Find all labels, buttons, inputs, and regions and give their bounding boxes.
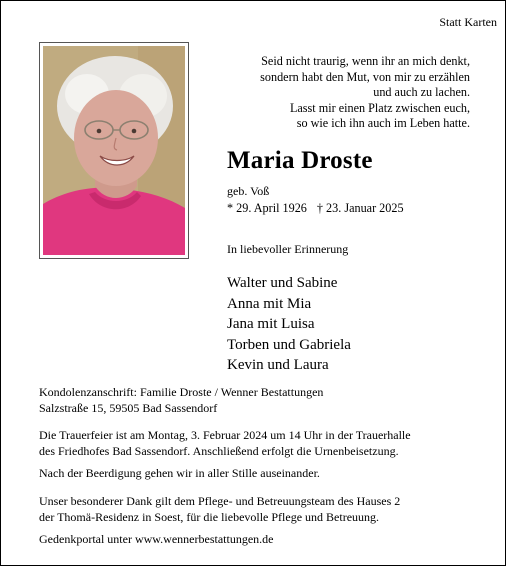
ceremony-line: Die Trauerfeier ist am Montag, 3. Februar 2024 um 14 Uhr in der Trauerhalle	[39, 428, 411, 442]
memorial-portal: Gedenkportal unter www.wennerbestattungen.de	[39, 532, 274, 546]
deceased-name: Maria Droste	[227, 147, 373, 174]
portrait-photo	[43, 46, 185, 255]
family-member: Anna mit Mia	[227, 295, 312, 312]
family-list	[227, 273, 351, 376]
poem-line: Lasst mir einen Platz zwischen euch,	[289, 100, 470, 115]
condolence-line: Salzstraße 15, 59505 Bad Sassendorf	[39, 400, 218, 415]
header-note: Statt Karten	[439, 15, 497, 29]
death-date: † 23. Januar 2025	[316, 201, 404, 215]
poem	[260, 54, 470, 132]
family-member: Jana mit Luisa	[227, 316, 315, 332]
ceremony-notice	[39, 428, 411, 459]
life-dates	[227, 201, 414, 216]
ceremony-line: des Friedhofes Bad Sassendorf. Anschließend erfolgt die Urnenbeisetzung.	[39, 443, 399, 458]
poem-line: Seid nicht traurig, wenn ihr an mich denkt,	[261, 54, 470, 68]
thanks-line: Unser besonderer Dank gilt dem Pflege- und Betreuungsteam des Hauses 2	[39, 494, 401, 508]
family-member: Walter und Sabine	[227, 275, 338, 291]
family-member: Torben und Gabriela	[227, 336, 351, 353]
thanks-notice	[39, 494, 400, 525]
family-member: Kevin und Laura	[227, 357, 329, 373]
thanks-line: der Thomä-Residenz in Soest, für die liebevolle Pflege und Betreuung.	[39, 509, 380, 524]
condolence-line: Kondolenzanschrift: Familie Droste / Wenner Bestattungen	[39, 385, 324, 399]
condolence-address	[39, 385, 323, 416]
poem-line: so wie ich ihn auch im Leben hatte.	[296, 116, 470, 131]
portrait-photo-frame	[39, 42, 189, 259]
poem-line: und auch zu lachen.	[373, 85, 470, 100]
birth-date: * 29. April 1926	[227, 201, 307, 215]
poem-line: sondern habt den Mut, von mir zu erzählen	[260, 69, 470, 84]
burial-note: Nach der Beerdigung gehen wir in aller Stille auseinander.	[39, 466, 320, 480]
birth-name: geb. Voß	[227, 184, 270, 198]
memory-line: In liebevoller Erinnerung	[227, 242, 349, 256]
